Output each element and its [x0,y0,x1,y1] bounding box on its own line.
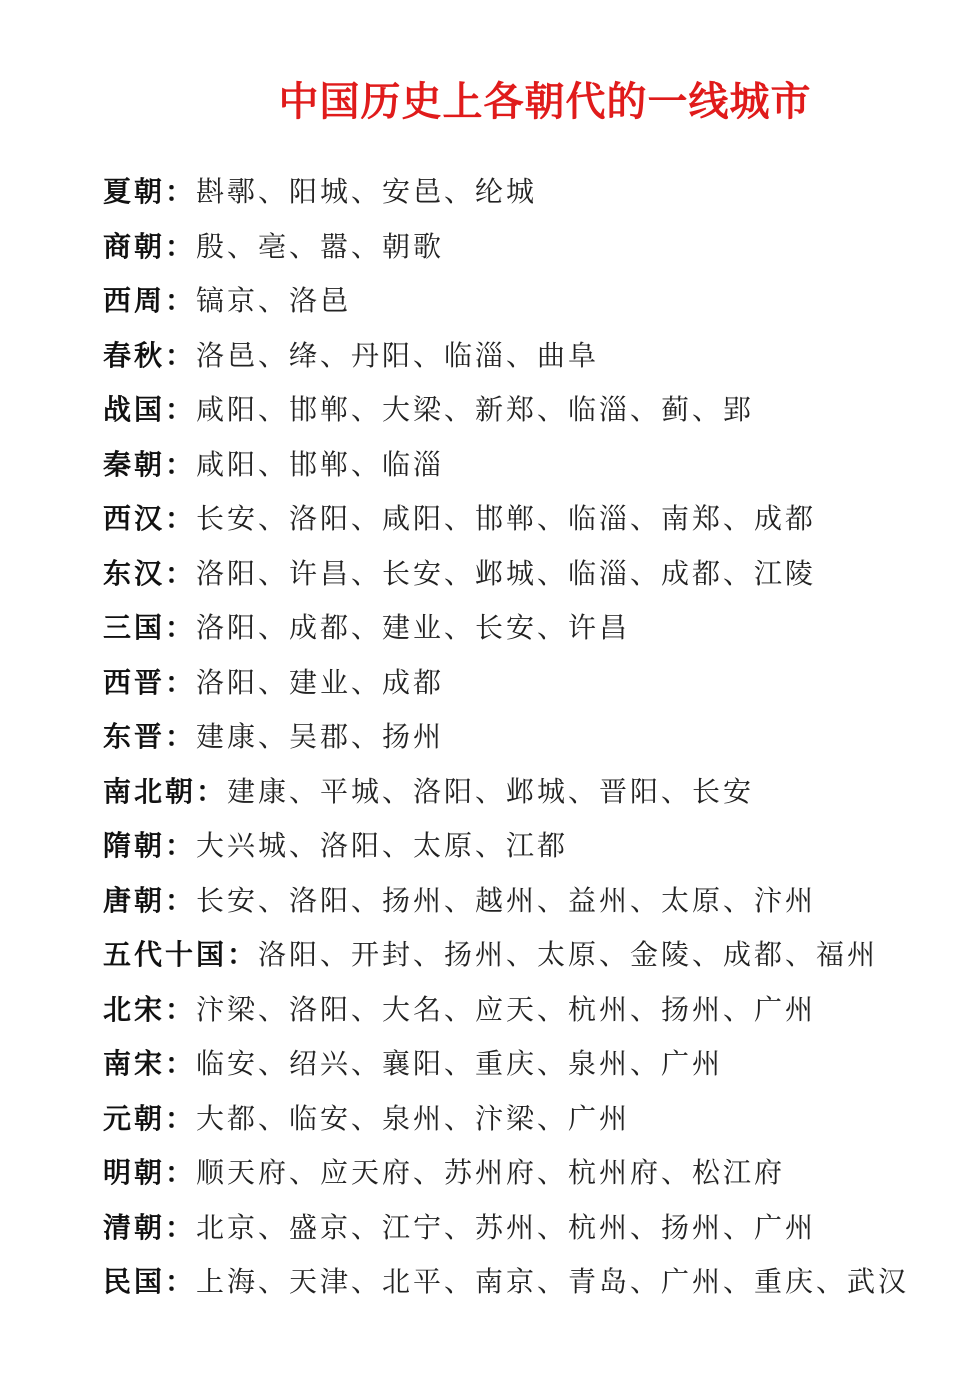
dynasty-row [103,277,909,332]
city-list: 建康、吴郡、扬州 [196,720,445,753]
dynasty-separator: ： [165,1210,197,1244]
dynasty-separator: ： [196,774,228,808]
dynasty-row [103,1204,909,1259]
dynasty-name: 北宋 [103,992,166,1026]
dynasty-row [103,1095,909,1150]
dynasty-separator: ： [165,1047,197,1080]
city-list: 洛阳、成都、建业、长安、许昌 [196,611,631,644]
dynasty-separator: ： [165,611,197,644]
city-list: 斟鄩、阳城、安邑、纶城 [196,175,538,208]
dynasty-row [103,223,909,278]
city-list: 临安、绍兴、襄阳、重庆、泉州、广州 [196,1047,724,1080]
dynasty-name: 三国 [103,611,166,644]
dynasty-separator: ： [165,829,197,862]
city-list: 汴梁、洛阳、大名、应天、杭州、扬州、广州 [196,992,817,1026]
city-list: 建康、平城、洛阳、邺城、晋阳、长安 [227,774,755,808]
dynasty-row [103,550,909,605]
dynasty-row [103,495,909,550]
dynasty-separator: ： [165,1265,197,1298]
city-list: 洛阳、建业、成都 [196,665,445,699]
dynasty-row [103,441,909,496]
dynasty-name: 西周 [103,284,166,317]
dynasty-name: 秦朝 [103,447,166,481]
city-list: 上海、天津、北平、南京、青岛、广州、重庆、武汉 [196,1265,910,1298]
dynasty-row [103,604,909,659]
dynasty-name: 清朝 [103,1210,166,1244]
dynasty-list [103,168,909,1313]
dynasty-row [103,931,909,986]
city-list: 镐京、洛邑 [196,284,352,317]
dynasty-row [103,768,909,823]
dynasty-name: 战国 [103,393,166,426]
dynasty-separator: ： [165,393,197,426]
city-list: 洛邑、绛、丹阳、临淄、曲阜 [196,338,600,372]
city-list: 北京、盛京、江宁、苏州、杭州、扬州、广州 [196,1210,817,1244]
dynasty-separator: ： [165,284,197,317]
dynasty-name: 西晋 [103,665,166,699]
city-list: 顺天府、应天府、苏州府、杭州府、松江府 [196,1156,786,1189]
dynasty-separator: ： [165,665,197,699]
dynasty-separator: ： [165,447,197,481]
page-title: 中国历史上各朝代的一线城市 [278,78,812,125]
dynasty-row [103,713,909,768]
dynasty-row [103,822,909,877]
city-list: 咸阳、邯郸、大梁、新郑、临淄、蓟、郢 [196,393,755,426]
dynasty-row [103,1149,909,1204]
dynasty-separator: ： [165,992,197,1026]
dynasty-separator: ： [165,338,197,372]
dynasty-name: 西汉 [103,502,166,535]
dynasty-row [103,1258,909,1313]
dynasty-separator: ： [165,175,197,208]
dynasty-separator: ： [227,938,259,971]
dynasty-row [103,386,909,441]
dynasty-name: 唐朝 [103,883,166,917]
dynasty-name: 南北朝 [103,774,197,808]
city-list: 洛阳、许昌、长安、邺城、临淄、成都、江陵 [196,556,817,590]
city-list: 长安、洛阳、扬州、越州、益州、太原、汴州 [196,883,817,917]
dynasty-name: 东汉 [103,556,166,590]
dynasty-row [103,659,909,714]
city-list: 咸阳、邯郸、临淄 [196,447,445,481]
dynasty-separator: ： [165,556,197,590]
dynasty-name: 春秋 [103,338,166,372]
city-list: 大都、临安、泉州、汴梁、广州 [196,1101,631,1135]
dynasty-separator: ： [165,229,197,263]
dynasty-name: 夏朝 [103,175,166,208]
city-list: 洛阳、开封、扬州、太原、金陵、成都、福州 [258,938,879,971]
dynasty-separator: ： [165,1101,197,1135]
dynasty-separator: ： [165,502,197,535]
dynasty-name: 五代十国 [103,938,228,971]
dynasty-separator: ： [165,883,197,917]
dynasty-name: 东晋 [103,720,166,753]
dynasty-name: 明朝 [103,1156,166,1189]
dynasty-name: 隋朝 [103,829,166,862]
dynasty-row [103,877,909,932]
city-list: 长安、洛阳、咸阳、邯郸、临淄、南郑、成都 [196,502,817,535]
dynasty-name: 商朝 [103,229,166,263]
dynasty-row [103,1040,909,1095]
dynasty-name: 元朝 [103,1101,166,1135]
dynasty-row [103,168,909,223]
dynasty-row [103,986,909,1041]
dynasty-separator: ： [165,720,197,753]
dynasty-name: 南宋 [103,1047,166,1080]
dynasty-name: 民国 [103,1265,166,1298]
city-list: 殷、亳、嚣、朝歌 [196,229,445,263]
city-list: 大兴城、洛阳、太原、江都 [196,829,569,862]
dynasty-row [103,332,909,387]
dynasty-separator: ： [165,1156,197,1189]
